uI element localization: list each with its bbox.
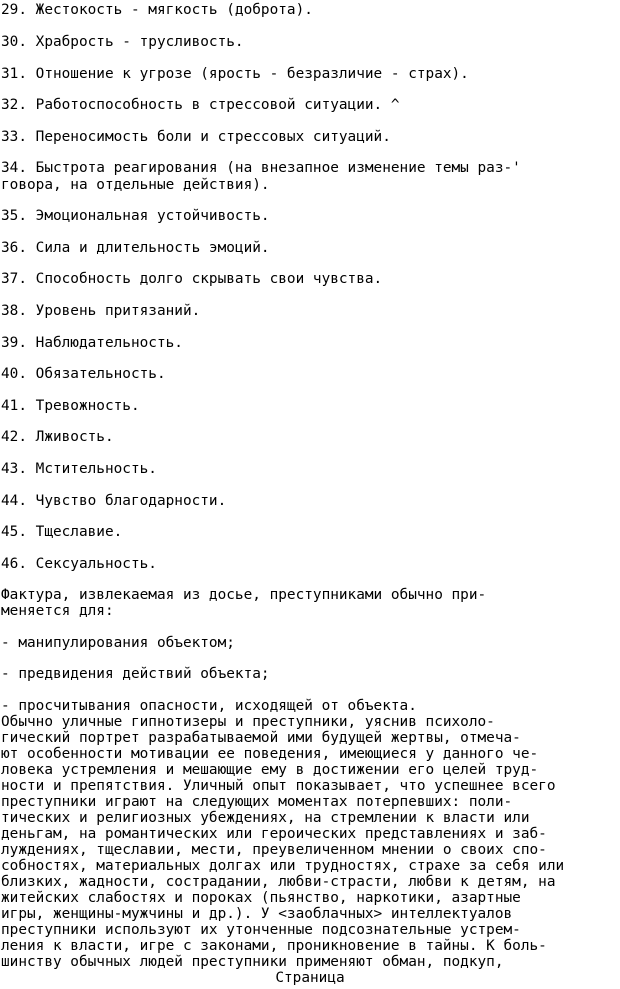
dash-item: - просчитывания опасности, исходящей от объекта. [1, 698, 417, 714]
list-item-45: 45. Тщеславие. [1, 524, 123, 540]
list-item-35: 35. Эмоциональная устойчивость. [1, 208, 270, 224]
list-item-32: 32. Работоспособность в стрессовой ситуации. ^ [1, 97, 400, 113]
paragraph-line: ют особенности мотивации ее поведения, имеющиеся у данного че- [1, 746, 539, 762]
paragraph-line: ности и препятствия. Уличный опыт показывает, что успешнее всего [1, 778, 556, 794]
list-item-31: 31. Отношение к угрозе (ярость - безразличие - страх). [1, 66, 469, 82]
list-item-39: 39. Наблюдательность. [1, 335, 183, 351]
paragraph-line: гический портрет разрабатываемой ими будущей жертвы, отмеча- [1, 730, 521, 746]
list-item-34: 34. Быстрота реагирования (на внезапное изменение темы раз-' [1, 160, 521, 176]
paragraph-line: игры, женщины-мужчины и др.). У <заоблачных> интеллектуалов [1, 906, 513, 922]
paragraph-line: собностях, материальных долгах или трудностях, страхе за себя или [1, 858, 565, 874]
list-item-44: 44. Чувство благодарности. [1, 493, 227, 509]
list-item-29: 29. Жестокость - мягкость (доброта). [1, 2, 313, 18]
paragraph-line: ления к власти, игре с законами, проникновение в тайны. К боль- [1, 938, 547, 954]
paragraph-line: шинству обычных людей преступники применяют обман, подкуп, [1, 954, 504, 970]
dash-item: - предвидения действий объекта; [1, 666, 270, 682]
paragraph-line: житейских слабостях и пороках (пьянство, наркотики, азартные [1, 890, 521, 906]
dash-item: - манипулирования объектом; [1, 635, 235, 651]
intro-line: Фактура, извлекаемая из досье, преступниками обычно при- [1, 587, 487, 603]
paragraph-line: преступники играют на следующих моментах потерпевших: поли- [1, 794, 513, 810]
paragraph-line: деньгам, на романтических или героических представлениях и заб- [1, 826, 547, 842]
paragraph-line: луждениях, тщеславии, мести, преувеличенном мнении о своих спо- [1, 842, 547, 858]
list-item-30: 30. Храбрость - трусливость. [1, 34, 244, 50]
paragraph-line: преступники используют их утонченные подсознательные устрем- [1, 922, 521, 938]
paragraph-line: Обычно уличные гипнотизеры и преступники, уяснив психоло- [1, 714, 495, 730]
list-item-43: 43. Мстительность. [1, 461, 157, 477]
list-item-34-continued: говора, на отдельные действия). [1, 177, 270, 193]
list-item-42: 42. Лживость. [1, 429, 114, 445]
page-footer-label: Страница [275, 970, 345, 986]
list-item-38: 38. Уровень притязаний. [1, 303, 201, 319]
list-item-41: 41. Тревожность. [1, 398, 140, 414]
list-item-36: 36. Сила и длительность эмоций. [1, 240, 270, 256]
paragraph-line: близких, жадности, сострадании, любви-страсти, любви к детям, на [1, 874, 556, 890]
intro-line: меняется для: [1, 603, 114, 619]
list-item-37: 37. Способность долго скрывать свои чувства. [1, 271, 383, 287]
list-item-40: 40. Обязательность. [1, 366, 166, 382]
list-item-46: 46. Сексуальность. [1, 556, 157, 572]
paragraph-line: тических и религиозных убеждениях, на стремлении к власти или [1, 810, 530, 826]
list-item-33: 33. Переносимость боли и стрессовых ситуаций. [1, 129, 391, 145]
paragraph-line: ловека устремления и мешающие ему в достижении его целей труд- [1, 762, 539, 778]
